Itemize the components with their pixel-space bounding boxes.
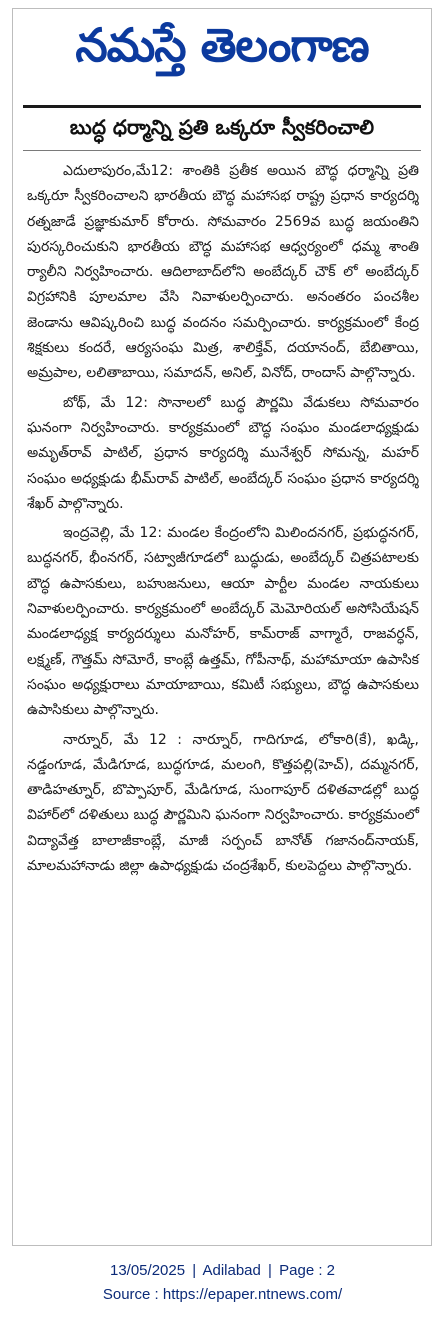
masthead (13, 9, 431, 93)
article-paragraph: బోథ్, మే 12: సొనాలలో బుద్ధ పౌర్ణమి వేడుకలు సోమవారం ఘనంగా నిర్వహించారు. కార్యక్రమంలో బౌద్ధ సంఘం మండలాధ్యక్షుడు అమృత్‌రావ్ పాటిల్, ప్రధాన కార్యదర్శి మునేశ్వర్ సోమన్న, మహర్ సంఘం అధ్యక్షుడు భీమ్‌రావ్ పాటిల్, అంబేద్కర్ సంఘం ప్రధాన కార్యదర్శి శేఖర్ పాల్గొన్నారు. (27, 394, 419, 512)
news-clipping (12, 8, 432, 1246)
footer-separator: | (268, 1262, 272, 1279)
footer-page: Page : 2 (279, 1262, 336, 1279)
article-body (27, 159, 419, 883)
footer-meta (0, 1262, 445, 1279)
headline-box (23, 105, 421, 151)
footer-source-line (0, 1286, 445, 1303)
article-headline: బుద్ధ ధర్మాన్ని ప్రతి ఒక్కరూ స్వీకరించాలి (69, 114, 375, 139)
footer-source[interactable]: Source : https://epaper.ntnews.com/ (102, 1286, 343, 1303)
footer-date: 13/05/2025 (109, 1262, 186, 1279)
article-paragraph: ఎదులాపురం,మే12: శాంతికి ప్రతీక అయిన బౌద్ధ ధర్మాన్ని ప్రతి ఒక్కరూ స్వీకరించాలని భారతీయ బౌద్ధ మహాసభ రాష్ట్ర ప్రధాన కార్యదర్శి రత్నజాడే ప్రజ్ఞాకుమార్ కోరారు. సోమవారం 2569వ బుద్ధ జయంతిని పురస్కరించుకుని భారతీయ బౌద్ధ మహాసభ ఆధ్వర్యంలో ధమ్మ శాంతి ర్యాలీని నిర్వహించారు. ఆదిలాబాద్‌లోని అంబేద్కర్ చౌక్ లో అంబేద్కర్ విగ్రహానికి పూలమాల వేసి నివాళులర్పించారు. అనంతరం పంచశీల జెండాను ఆవిష్కరించి బుద్ధ వందనం సమర్పించారు. కార్యక్రమంలో కేంద్ర శిక్షకులు కందరే, ఆర్యసంఘ మిత్ర, శాలిక్తేవ్, దయానంద్, బేబితాయి, అమ్రపాల, లలితాబాయి, సమాదన్, అనిల్, వినోద్, రాందాస్ పాల్గొన్నారు. (27, 163, 419, 382)
footer-separator: | (192, 1262, 197, 1279)
masthead-title: నమస్తే తెలంగాణ (75, 18, 369, 72)
article-paragraph: నార్నూర్, మే 12 : నార్నూర్, గాదిగూడ, లోకారి(కే), ఖడ్కి, నడ్డంగూడ, మేడిగూడ, బుద్ధగూడ, మలంగి, కొత్తపల్లి(హెచ్), దమ్మనగర్, తాడిహత్నూర్, బొప్పాపూర్, మేడిగూడ, సుంగాపూర్ దళితవాడల్లో బుద్ధ విహార్‌లో దళితులు బుద్ధ పౌర్ణమిని ఘనంగా నిర్వహించారు. కార్యక్రమంలో విద్యావేత్త బాలాజీకాంబ్లే, మాజీ సర్పంచ్ బానోత్ గజానంద్‌నాయక్, మాలమహానాడు జిల్లా ఉపాధ్యక్షుడు చంద్రశేఖర్, కులపెద్దలు పాల్గొన్నారు. (27, 731, 419, 875)
article-paragraph: ఇంద్రవెల్లి, మే 12: మండల కేంద్రంలోని మిలిందనగర్, ప్రభుద్ధనగర్, బుద్ధనగర్, భీంనగర్, సట్వాజీగూడలో బుద్ధుడు, అంబేద్కర్ చిత్రపటాలకు బౌద్ధ ఉపాసకులు, బహుజనులు, ఆయా పార్టీల మండల నాయకులు నివాళులర్పించారు. కార్యక్రమంలో అంబేద్కర్ మెమోరియల్ అసోసియేషన్ మండలాధ్యక్ష కార్యదర్శులు మనోహర్, కామ్‌రాజ్ వాగ్మారే, రాజవర్ధన్, లక్ష్మణ్, గౌత్తమ్ సోమోరే, కాంబ్లే ఉత్తమ్, గోపీనాథ్, మహామాయా ఉపాసిక సంఘం అధ్యక్షురాలు మాయాబాయి, కమిటీ సభ్యులు, బౌద్ధ ఉపాసకులు ఉపాసికులు పాల్గొన్నారు. (27, 525, 419, 719)
footer-edition: Adilabad (202, 1262, 261, 1279)
